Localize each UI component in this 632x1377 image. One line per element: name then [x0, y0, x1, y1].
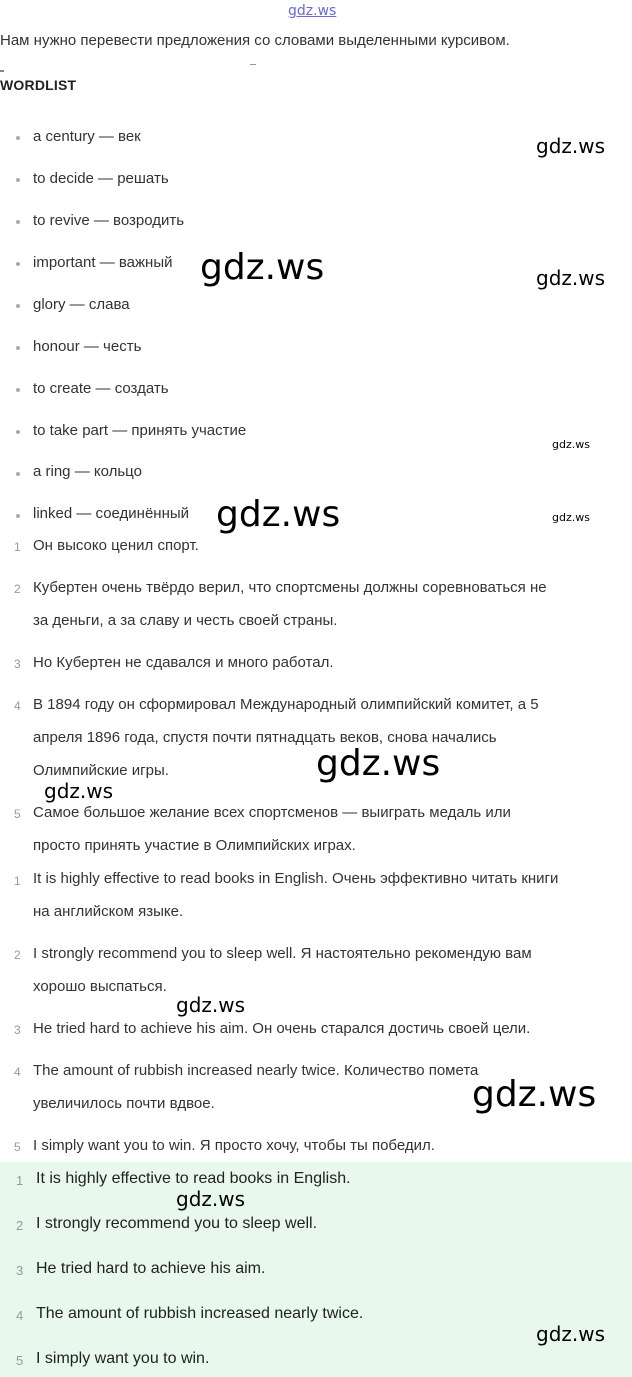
bullet-icon — [16, 304, 20, 308]
sentence-line: увеличилось почти вдвое. — [33, 1095, 215, 1112]
sentence-line: апреля 1896 года, спустя почти пятнадцать веков, снова начались — [33, 729, 497, 746]
list-item: honour — честь — [33, 338, 142, 355]
sentence-line: Олимпийские игры. — [33, 762, 169, 779]
wordlist-heading: WORDLIST — [0, 77, 77, 93]
watermark: gdz.ws — [200, 247, 325, 288]
item-number: 2 — [14, 582, 21, 596]
bullet-icon — [16, 430, 20, 434]
item-number: 4 — [16, 1308, 24, 1323]
sentence-line: I strongly recommend you to sleep well. Я настоятельно рекомендую вам — [33, 945, 532, 962]
bullet-icon — [16, 514, 20, 518]
bullet-icon — [16, 346, 20, 350]
bullet-icon — [16, 472, 20, 476]
sentence-line: на английском языке. — [33, 903, 184, 920]
watermark: gdz.ws — [176, 993, 246, 1017]
item-number: 5 — [14, 1140, 21, 1154]
list-item: a century — век — [33, 128, 141, 145]
watermark: gdz.ws — [472, 1074, 597, 1115]
list-item: important — важный — [33, 254, 173, 271]
item-number: 2 — [14, 948, 21, 962]
list-item: linked — соединённый — [33, 505, 190, 522]
sentence-line: просто принять участие в Олимпийских играх. — [33, 837, 356, 854]
list-item: to decide — решать — [33, 170, 169, 187]
list-item: to create — создать — [33, 380, 169, 397]
bullet-icon — [16, 388, 20, 392]
list-item: a ring — кольцо — [33, 463, 142, 480]
item-number: 1 — [16, 1173, 24, 1188]
intro-text: Нам нужно перевести предложения со словами выделенными курсивом. — [0, 32, 510, 49]
bullet-icon — [16, 178, 20, 182]
item-number: 5 — [14, 807, 21, 821]
sentence-line: Самое большое желание всех спортсменов — выиграть медаль или — [33, 804, 511, 821]
watermark: gdz.ws — [552, 438, 590, 451]
watermark: gdz.ws — [176, 1187, 246, 1211]
item-number: 1 — [14, 540, 21, 554]
bullet-icon — [16, 220, 20, 224]
watermark: gdz.ws — [316, 743, 441, 784]
divider — [0, 70, 4, 72]
list-item: to take part — принять участие — [33, 422, 247, 439]
watermark: gdz.ws — [536, 266, 606, 290]
answer-line: He tried hard to achieve his aim. — [36, 1260, 266, 1277]
sentence-line: за деньги, а за славу и честь своей страны. — [33, 612, 338, 629]
sentence-line: Кубертен очень твёрдо верил, что спортсмены должны соревноваться не — [33, 579, 547, 596]
answer-line: It is highly effective to read books in English. — [36, 1170, 351, 1187]
divider — [250, 64, 256, 65]
sentence-line: It is highly effective to read books in English. Очень эффективно читать книги — [33, 870, 559, 887]
sentence-line: I simply want you to win. Я просто хочу, чтобы ты победил. — [33, 1137, 435, 1154]
list-item: glory — слава — [33, 296, 130, 313]
item-number: 4 — [14, 1065, 21, 1079]
sentence-line: хорошо выспаться. — [33, 978, 167, 995]
sentence-line: Но Кубертен не сдавался и много работал. — [33, 654, 334, 671]
bullet-icon — [16, 136, 20, 140]
sentence-line: Он высоко ценил спорт. — [33, 537, 199, 554]
sentence-line: В 1894 году он сформировал Международный олимпийский комитет, а 5 — [33, 696, 539, 713]
item-number: 2 — [16, 1218, 24, 1233]
item-number: 3 — [16, 1263, 24, 1278]
watermark-link[interactable]: gdz.ws — [288, 3, 337, 19]
item-number: 3 — [14, 657, 21, 671]
watermark: gdz.ws — [536, 134, 606, 158]
answer-line: I simply want you to win. — [36, 1350, 210, 1367]
item-number: 4 — [14, 699, 21, 713]
watermark: gdz.ws — [44, 779, 114, 803]
watermark: gdz.ws — [216, 494, 341, 535]
item-number: 3 — [14, 1023, 21, 1037]
sentence-line: He tried hard to achieve his aim. Он очень старался достичь своей цели. — [33, 1020, 531, 1037]
list-item: to revive — возродить — [33, 212, 185, 229]
sentence-line: The amount of rubbish increased nearly twice. Количество помета — [33, 1062, 479, 1079]
bullet-icon — [16, 262, 20, 266]
answer-line: The amount of rubbish increased nearly twice. — [36, 1305, 364, 1322]
item-number: 5 — [16, 1353, 24, 1368]
item-number: 1 — [14, 874, 21, 888]
watermark: gdz.ws — [536, 1322, 606, 1346]
watermark: gdz.ws — [552, 511, 590, 524]
answer-line: I strongly recommend you to sleep well. — [36, 1215, 318, 1232]
